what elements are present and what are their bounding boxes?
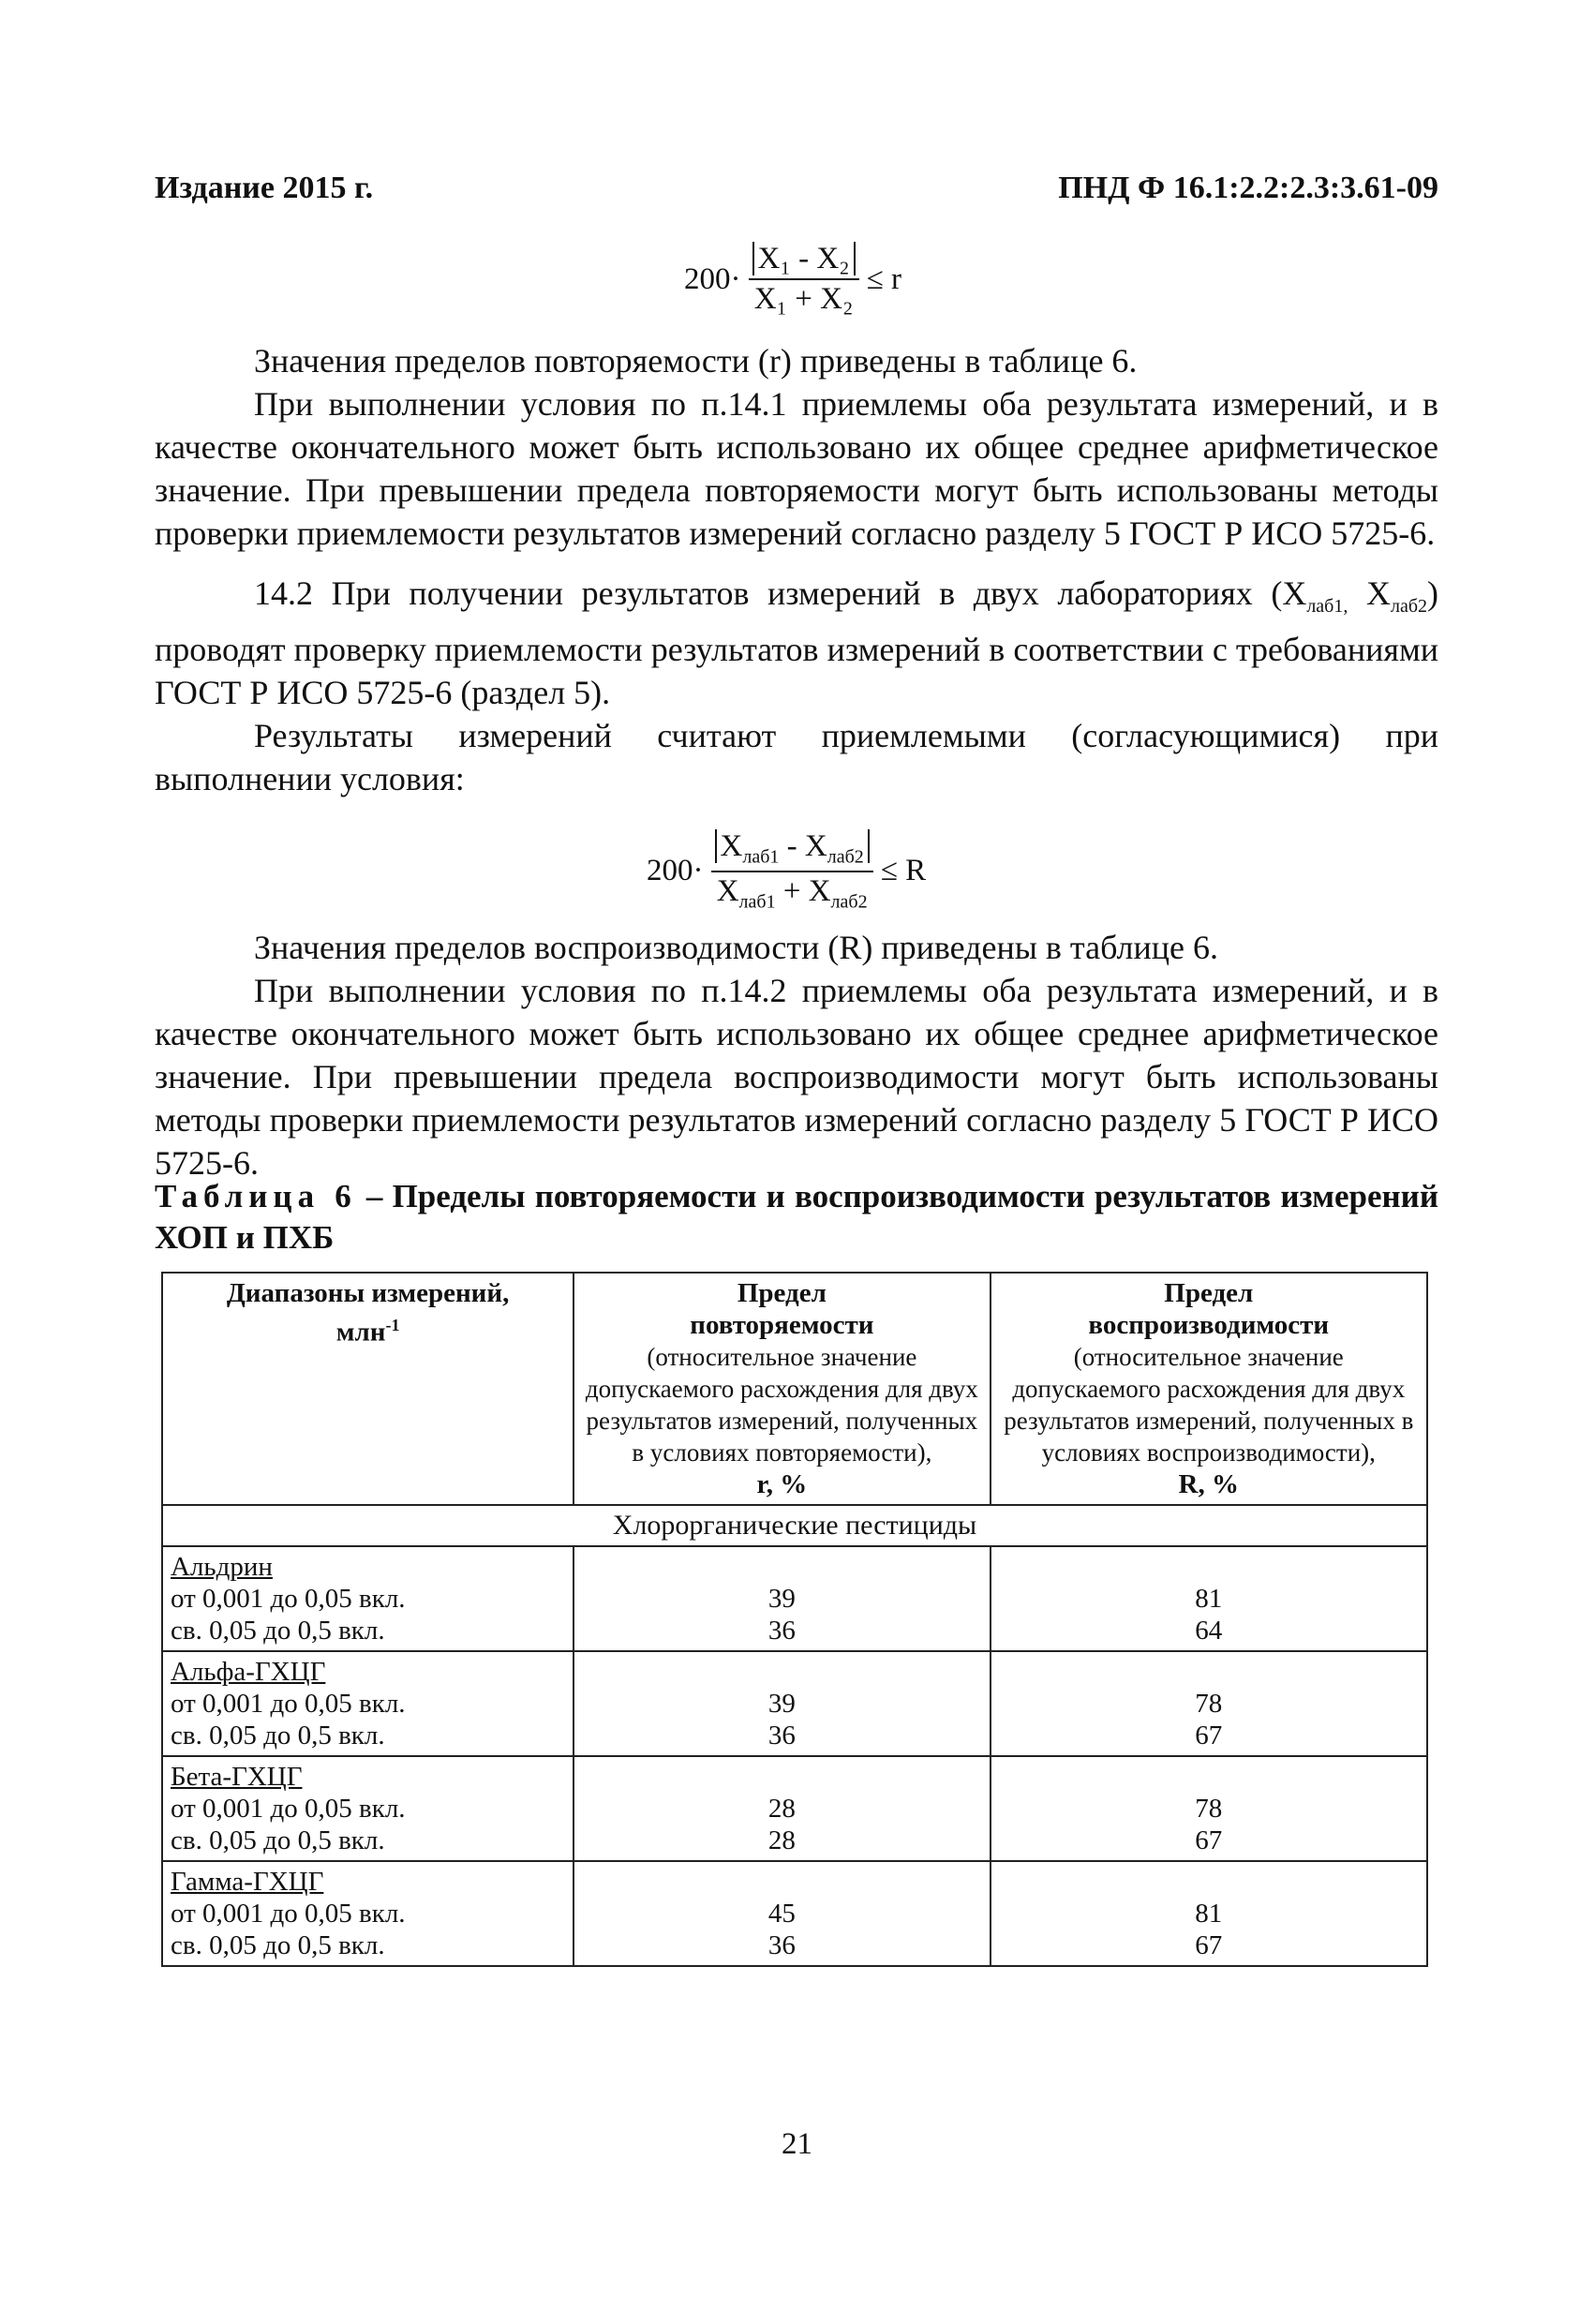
range-value: от 0,001 до 0,05 вкл. <box>171 1899 406 1929</box>
paragraph: При выполнении условия по п.14.1 приемлемы оба результата измерений, и в качестве окончательного может быть использовано их общее среднее арифметическое значение. При превышении предела повторяемости могут быть использованы методы проверки приемлемости результатов измерений согласно разделу 5 ГОСТ Р ИСО 5725-6. <box>155 385 1438 552</box>
repeatability-value: 39 <box>767 1689 796 1719</box>
range-value: от 0,001 до 0,05 вкл. <box>171 1584 406 1614</box>
range-value: св. 0,05 до 0,5 вкл. <box>171 1721 385 1750</box>
table-title: – Пределы повторяемости и воспроизводимости результатов измерений ХОП и ПХБ <box>155 1178 1438 1256</box>
formula-numerator: X₁ - X₂ <box>752 242 856 276</box>
substance-name: Гамма-ГХЦГ <box>171 1867 324 1897</box>
paragraph: Результаты измерений считают приемлемыми (согласующимися) при выполнении условия: <box>155 717 1438 798</box>
repeatability-value: 36 <box>767 1616 796 1646</box>
table-row <box>162 1756 1427 1861</box>
substance-name: Альфа-ГХЦГ <box>171 1657 326 1687</box>
substance-name: Бета-ГХЦГ <box>171 1762 303 1792</box>
reproducibility-value: 64 <box>1195 1616 1223 1646</box>
limits-table <box>161 1272 1428 1967</box>
paragraph-14-2: 14.2 При получении результатов измерений в двух лабораториях ($X_{лаб1,}$ $X_{лаб2}$) проводят проверку приемлемости результатов измерений в соответствии с требованиями ГОСТ Р ИСО 5725-6 (раздел 5). <box>155 574 1439 712</box>
paragraph: При выполнении условия по п.14.2 приемлемы оба результата измерений, и в качестве окончательного может быть использовано их общее среднее арифметическое значение. При превышении предела воспроизводимости могут быть использованы методы проверки приемлемости результатов измерений согласно разделу 5 ГОСТ Р ИСО 5725-6. <box>155 972 1438 1182</box>
reproducibility-formula <box>647 829 926 913</box>
repeatability-value: 28 <box>767 1825 796 1855</box>
edition-label: Издание 2015 г. <box>155 171 374 205</box>
reproducibility-value: 67 <box>1195 1825 1223 1855</box>
substance-name: Альдрин <box>171 1552 273 1582</box>
range-value: от 0,001 до 0,05 вкл. <box>171 1794 406 1824</box>
range-value: св. 0,05 до 0,5 вкл. <box>171 1616 385 1646</box>
repeatability-value: 36 <box>767 1930 796 1960</box>
range-value: св. 0,05 до 0,5 вкл. <box>171 1930 385 1960</box>
range-value: св. 0,05 до 0,5 вкл. <box>171 1825 385 1855</box>
table-label: Таблица 6 <box>155 1178 357 1214</box>
header-ranges: Диапазоны измерений, млн$^{-1}$ <box>162 1273 574 1505</box>
section-title: Хлорорганические пестициды <box>162 1505 1427 1546</box>
paragraph: Значения пределов воспроизводимости (R) приведены в таблице 6. <box>254 929 1218 966</box>
range-value: от 0,001 до 0,05 вкл. <box>171 1689 406 1719</box>
header-reproducibility: Предел воспроизводимости (относительное значение допускаемого расхождения для двух результатов измерений, полученных в условиях воспроизводимости), R, % <box>991 1273 1427 1505</box>
formula-relation: ≤ r <box>866 261 902 296</box>
table-row <box>162 1651 1427 1756</box>
repeatability-formula <box>684 242 901 317</box>
reproducibility-value: 78 <box>1195 1689 1223 1719</box>
table-row <box>162 1861 1427 1966</box>
formula-fraction <box>711 829 873 913</box>
formula-denominator: X₁ + X₂ <box>753 282 854 316</box>
repeatability-value: 36 <box>767 1721 796 1750</box>
formula-relation: ≤ R <box>880 854 927 888</box>
document-code: ПНД Ф 16.1:2.2:2.3:3.61-09 <box>1058 171 1438 205</box>
reproducibility-value: 81 <box>1195 1899 1223 1929</box>
table-header-row <box>162 1273 1427 1505</box>
formula-coefficient: 200· <box>684 261 741 296</box>
reproducibility-value: 67 <box>1195 1930 1223 1960</box>
page-number: 21 <box>782 2127 812 2161</box>
table-section-row <box>162 1505 1427 1546</box>
formula-numerator: $X_{лаб1} - X_{лаб2}$ <box>715 829 870 863</box>
table-caption <box>155 1176 1438 1259</box>
repeatability-value: 39 <box>767 1584 796 1614</box>
paragraph: Значения пределов повторяемости (r) приведены в таблице 6. <box>254 342 1138 380</box>
repeatability-value: 28 <box>767 1794 796 1824</box>
table-row <box>162 1546 1427 1651</box>
repeatability-value: 45 <box>767 1899 796 1929</box>
reproducibility-value: 81 <box>1195 1584 1223 1614</box>
reproducibility-value: 67 <box>1195 1721 1223 1750</box>
formula-denominator: $X_{лаб1} + X_{лаб2}$ <box>716 873 868 913</box>
reproducibility-value: 78 <box>1195 1794 1223 1824</box>
body-text-a <box>155 339 1438 800</box>
formula-fraction <box>749 242 859 317</box>
body-text-b <box>155 926 1438 1184</box>
header-repeatability: Предел повторяемости (относительное значение допускаемого расхождения для двух результатов измерений, полученных в условиях повторяемости), r, % <box>574 1273 990 1505</box>
formula-coefficient: 200· <box>647 854 704 888</box>
